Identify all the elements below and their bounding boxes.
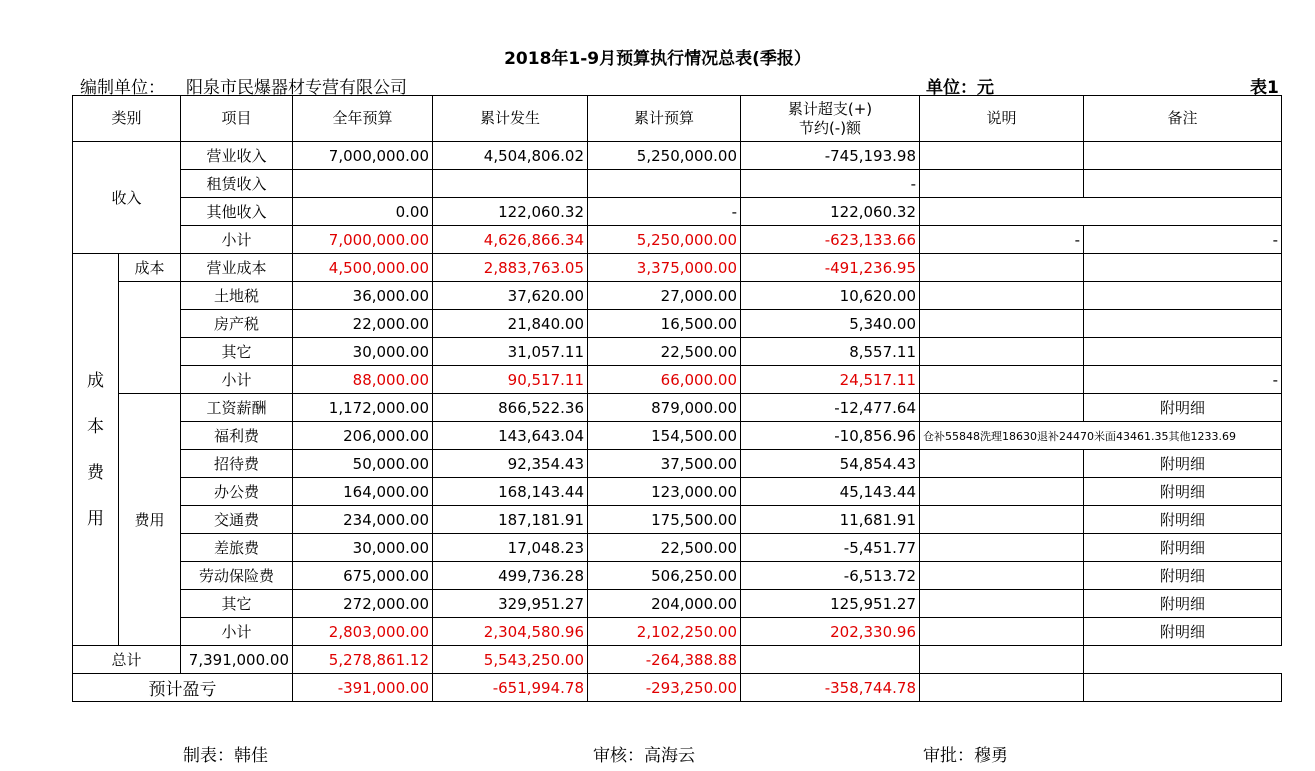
remark-cell: 附明细 xyxy=(1084,478,1282,506)
item-cell: 交通费 xyxy=(181,506,293,534)
remark-cell: 附明细 xyxy=(1084,394,1282,422)
col-header-category: 类别 xyxy=(73,96,181,142)
cumulative-budget-cell: 5,250,000.00 xyxy=(588,142,741,170)
remark-cell: - xyxy=(1084,366,1282,394)
table-row xyxy=(73,590,1282,618)
item-cell: 预计盈亏 xyxy=(73,674,293,702)
annual-budget-cell: 206,000.00 xyxy=(293,422,433,450)
variance-header-line1: 累计超支(+) xyxy=(787,99,873,118)
cumulative-budget-cell: 123,000.00 xyxy=(588,478,741,506)
remark-cell: 附明细 xyxy=(1084,506,1282,534)
remark-cell xyxy=(1084,310,1282,338)
group-tax-blank xyxy=(119,282,181,394)
item-cell: 其它 xyxy=(181,338,293,366)
annual-budget-cell: -391,000.00 xyxy=(293,674,433,702)
item-cell: 招待费 xyxy=(181,450,293,478)
annual-budget-cell xyxy=(293,170,433,198)
annual-budget-cell: 164,000.00 xyxy=(293,478,433,506)
cumulative-actual-cell: 17,048.23 xyxy=(433,534,588,562)
explanation-cell xyxy=(920,338,1084,366)
item-cell: 总计 xyxy=(73,646,181,674)
remark-cell xyxy=(1084,142,1282,170)
cumulative-actual-cell: 143,643.04 xyxy=(433,422,588,450)
item-cell: 办公费 xyxy=(181,478,293,506)
variance-cell: -12,477.64 xyxy=(741,394,920,422)
remark-cell: 附明细 xyxy=(1084,618,1282,646)
annual-budget-cell: 7,000,000.00 xyxy=(293,142,433,170)
cumulative-budget-cell: 27,000.00 xyxy=(588,282,741,310)
item-cell: 工资薪酬 xyxy=(181,394,293,422)
remark-cell xyxy=(1084,338,1282,366)
table-row xyxy=(73,226,1282,254)
table-row xyxy=(73,422,1282,450)
variance-cell: 24,517.11 xyxy=(741,366,920,394)
group-cost-expense-char: 本 xyxy=(87,416,104,437)
table-row xyxy=(73,310,1282,338)
col-header-annual-budget: 全年预算 xyxy=(293,96,433,142)
group-income: 收入 xyxy=(73,142,181,254)
cumulative-actual-cell: 866,522.36 xyxy=(433,394,588,422)
item-cell: 营业收入 xyxy=(181,142,293,170)
remark-cell xyxy=(1084,170,1282,198)
cumulative-actual-cell: 4,626,866.34 xyxy=(433,226,588,254)
budget-table xyxy=(72,95,1282,702)
cumulative-budget-cell: 506,250.00 xyxy=(588,562,741,590)
explanation-cell xyxy=(920,254,1084,282)
group-cost-expense-char: 用 xyxy=(87,508,104,529)
cumulative-actual-cell: 2,883,763.05 xyxy=(433,254,588,282)
cumulative-actual-cell: 329,951.27 xyxy=(433,590,588,618)
variance-cell: 122,060.32 xyxy=(741,198,920,226)
table-row xyxy=(73,450,1282,478)
item-cell: 房产税 xyxy=(181,310,293,338)
annual-budget-cell: 7,000,000.00 xyxy=(293,226,433,254)
cumulative-actual-cell: 4,504,806.02 xyxy=(433,142,588,170)
col-header-cumulative-actual: 累计发生 xyxy=(433,96,588,142)
explanation-cell xyxy=(920,310,1084,338)
explanation-cell: - xyxy=(920,226,1084,254)
table-row xyxy=(73,506,1282,534)
variance-cell: -745,193.98 xyxy=(741,142,920,170)
annual-budget-cell: 272,000.00 xyxy=(293,590,433,618)
group-cost: 成本 xyxy=(119,254,181,282)
currency-unit: 单位：元 xyxy=(926,78,994,98)
variance-cell: 5,340.00 xyxy=(741,310,920,338)
explanation-cell xyxy=(920,674,1084,702)
cumulative-budget-cell: 204,000.00 xyxy=(588,590,741,618)
cumulative-budget-cell xyxy=(588,170,741,198)
cumulative-budget-cell: 879,000.00 xyxy=(588,394,741,422)
group-cost-expense-char: 成 xyxy=(87,370,104,391)
cumulative-actual-cell: 122,060.32 xyxy=(433,198,588,226)
item-cell: 租赁收入 xyxy=(181,170,293,198)
unit-name: 阳泉市民爆器材专营有限公司 xyxy=(186,78,407,98)
explanation-cell xyxy=(920,142,1084,170)
variance-cell: -358,744.78 xyxy=(741,674,920,702)
remark-cell xyxy=(1084,674,1282,702)
variance-cell: -5,451.77 xyxy=(741,534,920,562)
annual-budget-cell: 234,000.00 xyxy=(293,506,433,534)
group-expense: 费用 xyxy=(119,394,181,646)
cumulative-actual-cell: 5,278,861.12 xyxy=(293,646,433,674)
variance-cell: 45,143.44 xyxy=(741,478,920,506)
variance-cell: 10,620.00 xyxy=(741,282,920,310)
remark-cell xyxy=(920,646,1084,674)
cumulative-actual-cell: 21,840.00 xyxy=(433,310,588,338)
explanation-cell xyxy=(920,478,1084,506)
variance-cell: 11,681.91 xyxy=(741,506,920,534)
explanation-cell xyxy=(920,394,1084,422)
table-row xyxy=(73,394,1282,422)
group-cost-expense xyxy=(73,254,119,646)
table-row xyxy=(73,366,1282,394)
cumulative-budget-cell: 3,375,000.00 xyxy=(588,254,741,282)
table-row xyxy=(73,198,1282,226)
variance-cell: -6,513.72 xyxy=(741,562,920,590)
report-title: 2018年1-9月预算执行情况总表(季报） xyxy=(504,49,811,69)
annual-budget-cell: 30,000.00 xyxy=(293,338,433,366)
annual-budget-cell: 50,000.00 xyxy=(293,450,433,478)
table-row xyxy=(73,674,1282,702)
item-cell: 劳动保险费 xyxy=(181,562,293,590)
item-cell: 小计 xyxy=(181,366,293,394)
cumulative-budget-cell: -293,250.00 xyxy=(588,674,741,702)
explanation-cell xyxy=(920,590,1084,618)
cumulative-budget-cell: 22,500.00 xyxy=(588,338,741,366)
variance-cell: 125,951.27 xyxy=(741,590,920,618)
col-header-cumulative-budget: 累计预算 xyxy=(588,96,741,142)
cumulative-budget-cell: 5,250,000.00 xyxy=(588,226,741,254)
table-row xyxy=(73,338,1282,366)
table-row xyxy=(73,170,1282,198)
cumulative-budget-cell: 2,102,250.00 xyxy=(588,618,741,646)
cumulative-budget-cell: 66,000.00 xyxy=(588,366,741,394)
unit-label: 编制单位： xyxy=(80,78,165,98)
annual-budget-cell: 1,172,000.00 xyxy=(293,394,433,422)
cumulative-actual-cell: 2,304,580.96 xyxy=(433,618,588,646)
variance-cell: -491,236.95 xyxy=(741,254,920,282)
approved-by: 审批：穆勇 xyxy=(923,746,1008,766)
annual-budget-cell: 675,000.00 xyxy=(293,562,433,590)
reviewed-by: 审核：高海云 xyxy=(593,746,695,766)
explanation-cell xyxy=(741,646,920,674)
annual-budget-cell: 0.00 xyxy=(293,198,433,226)
table-row xyxy=(73,534,1282,562)
cumulative-actual-cell: 499,736.28 xyxy=(433,562,588,590)
table-row xyxy=(73,478,1282,506)
remark-cell: 附明细 xyxy=(1084,534,1282,562)
table-row xyxy=(73,562,1282,590)
explanation-cell xyxy=(920,366,1084,394)
explanation-cell xyxy=(920,618,1084,646)
variance-header-line2: 节约(-)额 xyxy=(798,118,862,137)
annual-budget-cell: 88,000.00 xyxy=(293,366,433,394)
table-row xyxy=(73,142,1282,170)
cumulative-budget-cell: - xyxy=(588,198,741,226)
explanation-cell xyxy=(920,198,1282,226)
explanation-cell xyxy=(920,450,1084,478)
explanation-cell xyxy=(920,506,1084,534)
item-cell: 福利费 xyxy=(181,422,293,450)
prepared-by: 制表：韩佳 xyxy=(183,746,268,766)
explanation-cell xyxy=(920,534,1084,562)
explanation-cell: 仓补55848洗理18630退补24470米面43461.35其他1233.69 xyxy=(920,422,1282,450)
cumulative-actual-cell xyxy=(433,170,588,198)
table-row xyxy=(73,254,1282,282)
cumulative-actual-cell: 168,143.44 xyxy=(433,478,588,506)
item-cell: 差旅费 xyxy=(181,534,293,562)
annual-budget-cell: 22,000.00 xyxy=(293,310,433,338)
annual-budget-cell: 30,000.00 xyxy=(293,534,433,562)
cumulative-budget-cell: 154,500.00 xyxy=(588,422,741,450)
col-header-variance xyxy=(741,96,920,142)
remark-cell: 附明细 xyxy=(1084,590,1282,618)
remark-cell xyxy=(1084,254,1282,282)
table-row xyxy=(73,646,1282,674)
cumulative-budget-cell: 175,500.00 xyxy=(588,506,741,534)
remark-cell xyxy=(1084,282,1282,310)
variance-cell: 8,557.11 xyxy=(741,338,920,366)
variance-cell: -10,856.96 xyxy=(741,422,920,450)
remark-cell: 附明细 xyxy=(1084,450,1282,478)
annual-budget-cell: 2,803,000.00 xyxy=(293,618,433,646)
cumulative-budget-cell: 22,500.00 xyxy=(588,534,741,562)
table-row xyxy=(73,618,1282,646)
item-cell: 土地税 xyxy=(181,282,293,310)
cumulative-budget-cell: 5,543,250.00 xyxy=(433,646,588,674)
item-cell: 其他收入 xyxy=(181,198,293,226)
explanation-cell xyxy=(920,282,1084,310)
cumulative-actual-cell: 92,354.43 xyxy=(433,450,588,478)
cumulative-actual-cell: 187,181.91 xyxy=(433,506,588,534)
cumulative-actual-cell: -651,994.78 xyxy=(433,674,588,702)
col-header-remark: 备注 xyxy=(1084,96,1282,142)
annual-budget-cell: 7,391,000.00 xyxy=(181,646,293,674)
table-row xyxy=(73,282,1282,310)
explanation-cell xyxy=(920,170,1084,198)
item-cell: 小计 xyxy=(181,618,293,646)
cumulative-actual-cell: 90,517.11 xyxy=(433,366,588,394)
annual-budget-cell: 4,500,000.00 xyxy=(293,254,433,282)
cumulative-budget-cell: 37,500.00 xyxy=(588,450,741,478)
col-header-explanation: 说明 xyxy=(920,96,1084,142)
remark-cell: 附明细 xyxy=(1084,562,1282,590)
cumulative-budget-cell: 16,500.00 xyxy=(588,310,741,338)
cumulative-actual-cell: 31,057.11 xyxy=(433,338,588,366)
item-cell: 其它 xyxy=(181,590,293,618)
annual-budget-cell: 36,000.00 xyxy=(293,282,433,310)
variance-cell: - xyxy=(741,170,920,198)
explanation-cell xyxy=(920,562,1084,590)
variance-cell: -264,388.88 xyxy=(588,646,741,674)
variance-cell: 54,854.43 xyxy=(741,450,920,478)
item-cell: 小计 xyxy=(181,226,293,254)
variance-cell: 202,330.96 xyxy=(741,618,920,646)
group-cost-expense-char: 费 xyxy=(87,462,104,483)
remark-cell: - xyxy=(1084,226,1282,254)
col-header-item: 项目 xyxy=(181,96,293,142)
table-number: 表1 xyxy=(1250,78,1279,98)
cumulative-actual-cell: 37,620.00 xyxy=(433,282,588,310)
item-cell: 营业成本 xyxy=(181,254,293,282)
variance-cell: -623,133.66 xyxy=(741,226,920,254)
header-row xyxy=(73,96,1282,142)
